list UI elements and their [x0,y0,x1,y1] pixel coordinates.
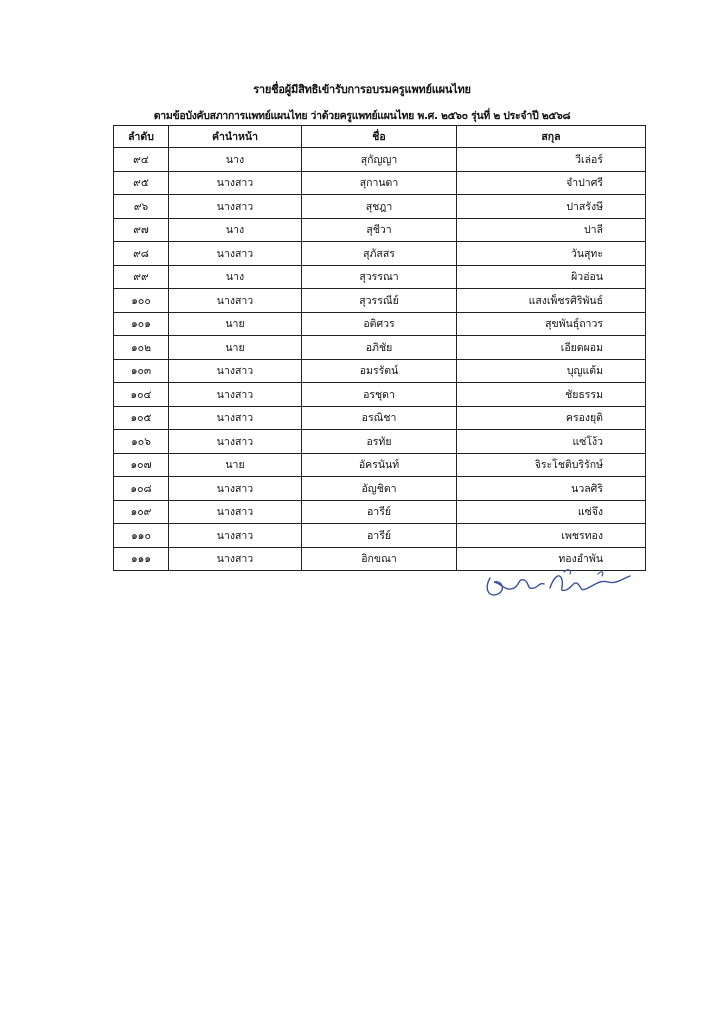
cell-title: นางสาว [169,195,302,219]
cell-last-name: เพชรทอง [457,524,646,548]
cell-no: ๙๖ [114,195,169,219]
table-row [114,242,646,266]
cell-title: นาย [169,312,302,336]
cell-no: ๙๘ [114,242,169,266]
cell-first-name: อิกขณา [302,547,457,571]
cell-title: นางสาว [169,547,302,571]
table-row [114,312,646,336]
cell-first-name: อภิชัย [302,336,457,360]
table-row [114,359,646,383]
cell-last-name: แซ่จึง [457,500,646,524]
cell-last-name: ปาลี [457,218,646,242]
cell-first-name: สุภัสสร [302,242,457,266]
document-title: รายชื่อผู้มีสิทธิเข้ารับการอบรมครูแพทย์แผนไทย [253,83,471,96]
cell-title: นาง [169,218,302,242]
cell-last-name: ผิวอ่อน [457,265,646,289]
cell-last-name: วันสุทะ [457,242,646,266]
table-row [114,477,646,501]
cell-title: นาย [169,336,302,360]
cell-no: ๑๑๐ [114,524,169,548]
table-row [114,524,646,548]
cell-first-name: สุกานดา [302,171,457,195]
header-title: คำนำหน้า [169,126,302,148]
cell-first-name: สุชีวา [302,218,457,242]
cell-no: ๑๐๒ [114,336,169,360]
cell-last-name: ชัยธรรม [457,383,646,407]
cell-no: ๑๐๓ [114,359,169,383]
cell-first-name: อารีย์ [302,500,457,524]
cell-first-name: อมรรัตน์ [302,359,457,383]
cell-first-name: อติศวร [302,312,457,336]
cell-no: ๑๑๑ [114,547,169,571]
table-row [114,453,646,477]
cell-last-name: เอียดผอม [457,336,646,360]
cell-no: ๑๐๑ [114,312,169,336]
cell-title: นาง [169,265,302,289]
cell-first-name: สุวรรณา [302,265,457,289]
cell-title: นางสาว [169,477,302,501]
table-row [114,148,646,172]
signature-stroke [487,578,544,595]
cell-no: ๑๐๗ [114,453,169,477]
roster-table [113,125,646,571]
cell-title: นางสาว [169,289,302,313]
cell-last-name: นวลศิริ [457,477,646,501]
cell-last-name: แซ่โง้ว [457,430,646,454]
cell-no: ๙๕ [114,171,169,195]
cell-no: ๙๙ [114,265,169,289]
table-row [114,171,646,195]
cell-first-name: อรณิชา [302,406,457,430]
header-no: ลำดับ [114,126,169,148]
table-row [114,500,646,524]
document-subtitle: ตามข้อบังคับสภาการแพทย์แผนไทย ว่าด้วยครูแพทย์แผนไทย พ.ศ. ๒๕๖๐ รุ่นที่ ๒ ประจำปี ๒๕๖๘ [153,110,571,122]
cell-title: นางสาว [169,430,302,454]
table-row [114,289,646,313]
cell-title: นางสาว [169,242,302,266]
table-row [114,218,646,242]
cell-no: ๑๐๔ [114,383,169,407]
cell-first-name: อัญชิตา [302,477,457,501]
table-row [114,336,646,360]
cell-title: นางสาว [169,383,302,407]
cell-no: ๙๔ [114,148,169,172]
cell-title: นาง [169,148,302,172]
cell-last-name: แสงเพ็ชรศิริพันธ์ [457,289,646,313]
table-row [114,265,646,289]
header-row [114,126,646,148]
table-row [114,383,646,407]
table-body [114,148,646,571]
cell-first-name: สุชฎา [302,195,457,219]
cell-no: ๑๐๘ [114,477,169,501]
cell-first-name: อารีย์ [302,524,457,548]
cell-title: นางสาว [169,500,302,524]
header-last-name: สกุล [457,126,646,148]
cell-last-name: ครองยุติ [457,406,646,430]
cell-last-name: จำปาศรี [457,171,646,195]
cell-no: ๑๐๐ [114,289,169,313]
cell-last-name: ทองอำพัน [457,547,646,571]
table-row [114,195,646,219]
table-row [114,406,646,430]
table-header [114,126,646,148]
cell-first-name: สุกัญญา [302,148,457,172]
cell-no: ๑๐๖ [114,430,169,454]
cell-first-name: สุวรรณีย์ [302,289,457,313]
cell-title: นางสาว [169,171,302,195]
cell-title: นางสาว [169,406,302,430]
cell-last-name: สุขพันธุ์ถาวร [457,312,646,336]
cell-last-name: บุญแต้ม [457,359,646,383]
cell-last-name: จิระโชติบริรักษ์ [457,453,646,477]
cell-last-name: วีเล่อร์ [457,148,646,172]
cell-title: นางสาว [169,524,302,548]
signature-stroke [564,570,603,576]
signature-image [480,558,640,608]
cell-first-name: อัครนันท์ [302,453,457,477]
cell-no: ๑๐๙ [114,500,169,524]
cell-no: ๙๗ [114,218,169,242]
cell-first-name: อรชุดา [302,383,457,407]
cell-title: นางสาว [169,359,302,383]
cell-title: นาย [169,453,302,477]
table-row [114,430,646,454]
cell-no: ๑๐๕ [114,406,169,430]
cell-first-name: อรทัย [302,430,457,454]
header-first-name: ชื่อ [302,126,457,148]
cell-last-name: ปาสรังษี [457,195,646,219]
signature-stroke [550,576,630,591]
